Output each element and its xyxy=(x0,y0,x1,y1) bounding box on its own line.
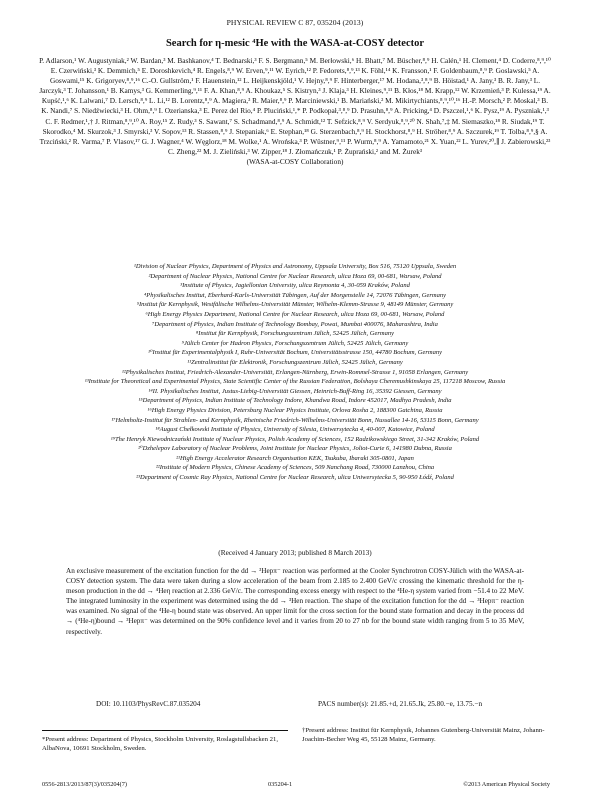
affiliation: ¹²Physikalisches Institut, Friedrich-Alexander-Universität, Erlangen-Nürnberg, Erwin-Rommel-Strasse 1, 91058 Erlangen, Germany xyxy=(121,368,469,376)
affiliation: ²¹High Energy Accelerator Research Organisation KEK, Tsukuba, Ibaraki 305-0801, Japan xyxy=(176,454,414,462)
footer-copyright: ©2013 American Physical Society xyxy=(463,781,550,788)
doi-link[interactable]: DOI: 10.1103/PhysRevC.87.035204 xyxy=(96,700,201,708)
affiliation: ¹⁶High Energy Physics Division, Petersburg Nuclear Physics Institute, Orlova Rosha 2, 188300 Gatchina, Russia xyxy=(147,406,443,414)
affiliation: ¹³Institute for Theoretical and Experimental Physics, State Scientific Center of the Russian Federation, Bolshaya Cheremushkinskaya 25, 117218 Moscow, Russia xyxy=(84,378,506,386)
affiliation: ⁸Institut für Kernphysik, Forschungszentrum Jülich, 52425 Jülich, Germany xyxy=(196,330,394,338)
affiliation: ²³Department of Cosmic Ray Physics, National Centre for Nuclear Research, ulica Uniwersytecka 5, 90-950 Łódź, Poland xyxy=(136,474,454,482)
affiliation: ¹⁸August Chełkowski Institute of Physics, University of Silesia, Uniwersytecka 4, 40-007, Katowice, Poland xyxy=(155,426,435,434)
pacs-numbers: PACS number(s): 21.85.+d, 21.65.Jk, 25.80.−e, 13.75.−n xyxy=(318,700,483,708)
affiliation: ¹⁰Institut für Experimentalphysik I, Ruhr-Universität Bochum, Universitätsstrasse 150, 44780 Bochum, Germany xyxy=(148,349,442,357)
affiliation: ¹⁴II. Physikalisches Institut, Justus-Liebig-Universität Giessen, Heinrich-Buff-Ring 16, 35392 Giessen, Germany xyxy=(148,387,442,395)
paper-title: Search for η-mesic ⁴He with the WASA-at-COSY detector xyxy=(165,38,425,49)
affiliation: ³Institute of Physics, Jagiellonian University, ulica Reymonta 4, 30-059 Kraków, Poland xyxy=(180,282,410,290)
affiliation: ⁹Jülich Center for Hadron Physics, Forschungszentrum Jülich, 52425 Jülich, Germany xyxy=(181,339,409,347)
footer-issn: 0556-2813/2013/87(3)/035204(7) xyxy=(42,781,127,788)
journal-header: PHYSICAL REVIEW C 87, 035204 (2013) xyxy=(226,18,364,27)
affiliation: ²²Institute of Modern Physics, Chinese Academy of Sciences, 509 Nanchang Road, 730000 Lanzhou, China xyxy=(155,464,435,472)
affiliation: ⁵Institut für Kernphysik, Westfälische Wilhelms-Universität Münster, Wilhelm-Klemm-Strasse 9, 48149 Münster, Germany xyxy=(136,301,454,309)
footnote-right: †Present address: Institut für Kernphysik, Johannes Gutenberg-Universität Mainz, Johann-Joachim-Becher Weg 45, 55128 Mainz, Germany. xyxy=(302,727,545,744)
affiliation: ¹¹Zentralinstitut für Elektronik, Forschungszentrum Jülich, 52425 Jülich, Germany xyxy=(187,358,403,366)
received-date: (Received 4 January 2013; published 8 March 2013) xyxy=(218,548,372,557)
affiliation: ⁷Department of Physics, Indian Institute of Technology Bombay, Powai, Mumbai 400076, Maharashtra, India xyxy=(152,320,438,328)
abstract: An exclusive measurement of the excitation function for the dd → ³Hepπ⁻ reaction was performed at the Cooler Synchrotron COSY-Jülich with the WASA-at-COSY detection system. The data were taken during a slow acceleration of the beam from 2.185 to 2.400 GeV/c crossing the kinematic threshold for the η-meson production in the dd → ⁴Heη reaction at 2.336 GeV/c. The corresponding excess energy with respect to the ⁴He-η system varied from −51.4 to 22 MeV. The integrated luminosity in the experiment was determined using the dd → ³Hen reaction. The shape of the excitation function for the dd → ³Hepπ⁻ reaction was examined. No signal of the ⁴He-η bound state was observed. An upper limit for the cross section for the bound state formation and decay in the process dd → (⁴He-η)bound → ³Hepπ⁻ was determined on the 90% confidence level and it varies from 20 to 27 nb for the bound state width ranging from 5 to 35 MeV, respectively. xyxy=(66,567,524,636)
affiliation: ¹⁷Helmholtz-Institut für Strahlen- und Kernphysik, Rheinische Friedrich-Wilhelms-Universität Bonn, Nussallee 14-16, 53115 Bonn, Germany xyxy=(111,416,479,424)
footnote-left: *Present address: Department of Physics, Stockholm University, Roslagstullsbacken 21, AlbaNova, 10691 Stockholm, Sweden. xyxy=(42,730,288,753)
authors-text: P. Adlarson,¹ W. Augustyniak,² W. Bardan,³ M. Bashkanov,⁴ T. Bednarski,³ F. S. Bergmann,⁵ M. Berłowski,⁶ H. Bhatt,⁷ M. Büscher,⁸,⁹ H. Calén,¹ H. Clement,⁴ D. Coderre,⁸,⁹,¹⁰ E. Czerwiński,³ K. Demmich,⁵ E. Doroshkevich,⁴ R. Engels,⁸,⁹ W. Erven,⁹,¹¹ W. Eyrich,¹² P. Fedorets,⁸,⁹,¹³ K. Föhl,¹⁴ K. Fransson,¹ F. Goldenbaum,⁸,⁹ P. Goslawski,⁵ A. Goswami,¹⁵ K. Grigoryev,⁸,⁹,¹⁶ C.-O. Gullström,¹ F. Hauenstein,¹² L. Heijkenskjöld,¹ V. Hejny,⁸,⁹ F. Hinterberger,¹⁷ M. Hodana,³,⁸,⁹ B. Höistad,¹ A. Jany,³ B. R. Jany,³ L. Jarczyk,³ T. Johansson,¹ B. Kamys,³ G. Kemmerling,⁹,¹¹ F. A. Khan,⁸,⁹ A. Khoukaz,⁵ S. Kistryn,³ J. Klaja,³ H. Kleines,⁹,¹¹ B. Kłos,¹⁸ M. Krapp,¹² W. Krzemień,³ P. Kulessa,¹⁹ A. Kupść,¹,⁶ K. Lalwani,⁷ D. Lersch,⁸,⁹ L. Li,¹² B. Lorentz,⁸,⁹ A. Magiera,³ R. Maier,⁸,⁹ P. Marciniewski,¹ B. Mariański,² M. Mikirtychiants,⁸,⁹,¹⁰,¹⁶ H.-P. Morsch,² P. Moskal,³ B. K. Nandi,⁷ S. Niedźwiecki,³ H. Ohm,⁸,⁹ I. Ozerianska,³ E. Perez del Rio,⁴ P. Pluciński,¹,* P. Podkopał,³,⁸,⁹ D. Prasuhn,⁸,⁹ A. Pricking,⁴ D. Pszczel,¹,⁶ K. Pysz,¹⁹ A. Pyszniak,¹,³ C. F. Redmer,¹,† J. Ritman,⁸,⁹,¹⁰ A. Roy,¹⁵ Z. Rudy,³ S. Sawant,⁷ S. Schadmand,⁸,⁹ A. Schmidt,¹² T. Sefzick,⁸,⁹ V. Serdyuk,⁸,⁹,²⁰ N. Shah,⁷,‡ M. Siemaszko,¹⁸ R. Siudak,¹⁹ T. Skorodko,⁴ M. Skurzok,³ J. Smyrski,³ V. Sopov,¹³ R. Stassen,⁸,⁹ J. Stepaniak,⁶ E. Stephan,¹⁸ G. Sterzenbach,⁸,⁹ H. Stockhorst,⁸,⁹ H. Ströher,⁸,⁹ A. Szczurek,¹⁹ T. Tolba,⁸,⁹,§ A. Trzciński,² R. Varma,⁷ P. Vlasov,¹⁷ G. J. Wagner,⁴ W. Węglorz,¹⁸ M. Wolke,¹ A. Wrońska,³ P. Wüstner,⁹,¹¹ P. Wurm,⁸,⁹ A. Yamamoto,²¹ X. Yuan,²² L. Yurev,²⁰,∥ J. Zabierowski,²³ C. Zheng,²² M. J. Zieliński,³ W. Zipper,¹⁸ J. Złomańczuk,¹ P. Żuprański,² and M. Żurek³ xyxy=(39,56,551,156)
affiliation: ²⁰Dzhelepov Laboratory of Nuclear Problems, Joint Institute for Nuclear Physics, Joliot-Curie 6, 141980 Dubna, Russia xyxy=(138,445,452,453)
affiliation: ¹Division of Nuclear Physics, Department of Physics and Astronomy, Uppsala University, Box 516, 75120 Uppsala, Sweden xyxy=(133,263,457,270)
collaboration-name: (WASA-at-COSY Collaboration) xyxy=(246,156,344,166)
affiliation: ¹⁹The Henryk Niewodniczański Institute of Nuclear Physics, Polish Academy of Sciences, 152 Radzikowskiego Street, 31-342 Kraków, Poland xyxy=(110,435,480,443)
affiliation: ¹⁵Department of Physics, Indian Institute of Technology Indore, Khandwa Road, Indore 452017, Madhya Pradesh, India xyxy=(138,397,452,405)
author-list xyxy=(38,56,552,167)
affiliation: ²Department of Nuclear Physics, National Centre for Nuclear Research, ulica Hoza 69, 00-681, Warsaw, Poland xyxy=(148,272,442,280)
footer-page-number: 035204-1 xyxy=(268,781,293,788)
affiliation: ⁴Physikalisches Institut, Eberhard-Karls-Universität Tübingen, Auf der Morgenstelle 14, 72076 Tübingen, Germany xyxy=(144,291,446,299)
affiliation: ⁶High Energy Physics Department, National Centre for Nuclear Research, ulica Hoza 69, 00-681, Warsaw, Poland xyxy=(145,310,445,318)
affiliation-list xyxy=(36,262,554,483)
